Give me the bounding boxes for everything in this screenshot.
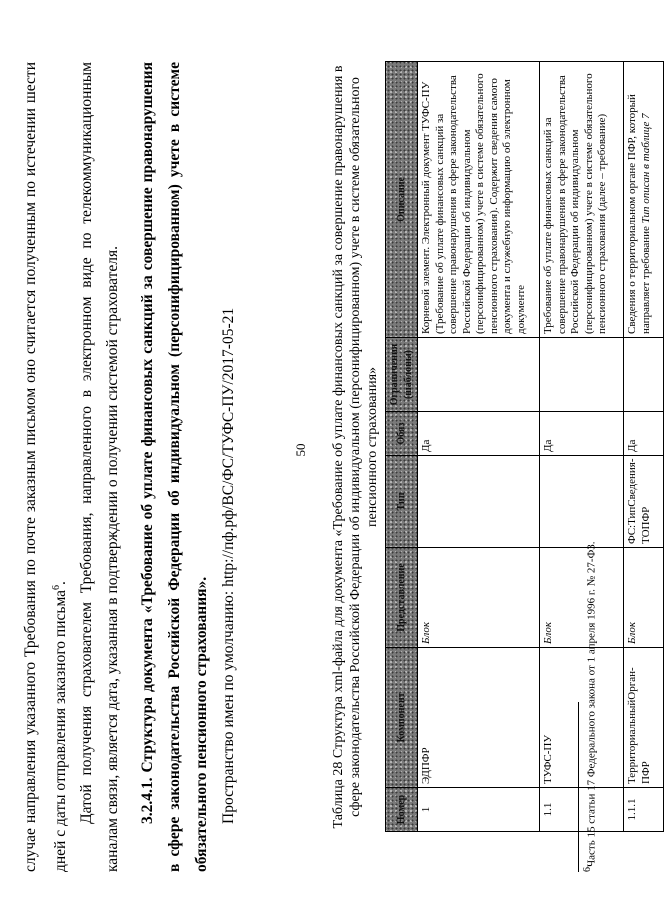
column-header-representation: Представление xyxy=(386,548,418,648)
cell-representation: Блок xyxy=(418,548,540,648)
footnote-text: Часть 15 статьи 17 Федерального закона от 1 апреля 1996 г. № 27-ФЗ. xyxy=(585,541,598,867)
cell-type: ФС:ТипСведения-ТОПФР xyxy=(624,456,664,548)
cell-number: 1.1.1 xyxy=(624,788,664,832)
cell-description: Корневой элемент. Электронный документ ТУФС-ПУ (Требование об уплате финансовых санкций за совершение правонарушения в сфере законодательства Российской Федерации об индивидуальном (персонифицированном) учете в системе обязательного пенсионного страхования). Содержит сведения самого документа и служебную информацию об электронном документе xyxy=(418,62,540,338)
cell-number: 1 xyxy=(418,788,540,832)
table-header-row xyxy=(386,62,418,832)
cell-restrictions xyxy=(540,338,624,412)
page-number: 50 xyxy=(293,443,308,457)
cell-required: Да xyxy=(418,412,540,456)
cell-description: Требование об уплате финансовых санкций за совершение правонарушения в сфере законодательства Российской Федерации об индивидуальном (персонифицированном) учете в системе обязательного пенсионного страхования (далее – требование) xyxy=(540,62,624,338)
namespace-line: Пространство имен по умолчанию: http://пф.рф/ВС/ФС/ТУФС-ПУ/2017-05-21 xyxy=(220,307,237,824)
footnote-divider xyxy=(578,702,579,872)
footnote xyxy=(582,541,598,872)
cell-type xyxy=(418,456,540,548)
table-row xyxy=(418,62,540,832)
column-header-type: Тип xyxy=(386,456,418,548)
description-type-reference: Тип описан в таблице 7 xyxy=(639,113,652,224)
footnote-reference: 6 xyxy=(51,584,62,590)
cell-type xyxy=(540,456,624,548)
structure-table xyxy=(385,61,664,832)
cell-representation: Блок xyxy=(540,548,624,648)
rotated-page-content xyxy=(12,42,652,892)
column-header-description: Описание xyxy=(386,62,418,338)
paragraph-text: случае направления указанного Требования по почте заказным письмом оно считается полученным по истечении шести дней с даты отправления заказного письма xyxy=(22,62,70,872)
cell-description xyxy=(624,62,664,338)
cell-number: 1.1 xyxy=(540,788,624,832)
footnote-mark: 6 xyxy=(582,867,593,872)
paragraph-receipt-electronic: Датой получения страхователем Требования, направленного в электронном виде по телекоммуникационным каналам связи, является дата, указанная в подтверждении о получении системой страхователя. xyxy=(78,62,121,872)
column-header-component: Компонент xyxy=(386,648,418,788)
column-header-restrictions: Ограничения (шаблоны) xyxy=(386,338,418,412)
cell-component: ТУФС-ПУ xyxy=(540,648,624,788)
table-row xyxy=(624,62,664,832)
cell-required: Да xyxy=(624,412,664,456)
column-header-required: Обяз xyxy=(386,412,418,456)
column-header-number: Номер xyxy=(386,788,418,832)
cell-representation: Блок xyxy=(624,548,664,648)
structure-table-block xyxy=(330,62,664,832)
cell-component: ЭДПФР xyxy=(418,648,540,788)
table-caption: Таблица 28 Структура xml-файла для документа «Требование об уплате финансовых санкций за совершение правонарушения в сфере законодательства Российской Федерации об индивидуальном (персонифицированном) учете в системе обязательного пенсионного страхования» xyxy=(331,65,380,829)
cell-component: ТерриториальныйОрган-ПФР xyxy=(624,648,664,788)
paragraph-text-end: . xyxy=(52,581,70,585)
paragraph-receipt-by-mail xyxy=(18,62,74,872)
section-heading: 3.2.4.1. Структура документа «Требование об уплате финансовых санкций за совершение правонарушения в сфере законодательства Российской Федерации об индивидуальном (персонифицированном) учете в системе обязательного пенсионного страхования». xyxy=(139,62,210,872)
description-text: Сведения о территориальном органе ПФР, который направляет требование xyxy=(626,94,652,334)
cell-restrictions xyxy=(418,338,540,412)
cell-required: Да xyxy=(540,412,624,456)
cell-restrictions xyxy=(624,338,664,412)
